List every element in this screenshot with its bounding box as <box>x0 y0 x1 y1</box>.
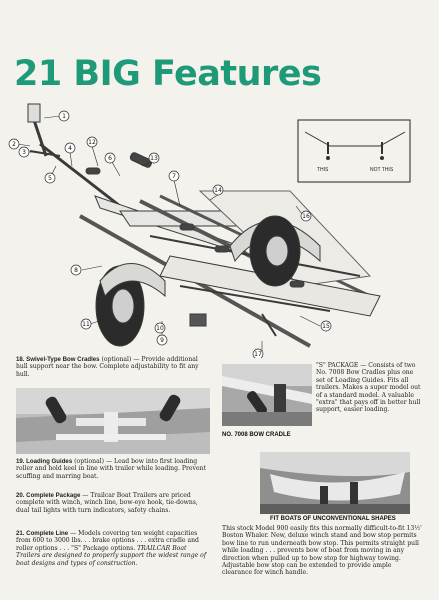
svg-text:16: 16 <box>302 213 310 220</box>
feature-18-text: (optional) — Provide additional hull support near the bow. Complete adjustability to fit any hull. <box>16 356 199 378</box>
callout-11 <box>81 319 91 329</box>
callout-12 <box>87 137 97 147</box>
feature-18 <box>16 356 210 378</box>
svg-text:5: 5 <box>48 175 52 182</box>
svg-text:15: 15 <box>322 323 330 330</box>
callout-3 <box>19 147 29 157</box>
svg-text:17: 17 <box>254 351 262 358</box>
page-title: 21 BIG Features <box>14 54 322 94</box>
svg-text:8: 8 <box>74 267 78 274</box>
svg-text:3: 3 <box>22 149 26 156</box>
svg-text:2: 2 <box>12 141 16 148</box>
feature-18-heading: 18. Swivel-Type Bow Cradles <box>16 356 100 363</box>
unconventional-caption: FIT BOATS OF UNCONVENTIONAL SHAPES <box>270 516 396 522</box>
s-package-text: "S" PACKAGE — Consists of two No. 7008 Bow Cradles plus one set of Loading Guides. Fits all trailers. Makes a super model out of a standard model. A valuable "extra" that pays off in better hull support, easier loading. <box>316 362 421 414</box>
feature-21-heading: 21. Complete Line <box>16 530 69 537</box>
s-package-photo <box>222 364 312 426</box>
callout-7 <box>169 171 179 181</box>
hull-fit-inset <box>298 120 410 182</box>
feature-19-heading: 19. Loading Guides <box>16 458 73 465</box>
svg-text:7: 7 <box>172 173 176 180</box>
svg-text:4: 4 <box>68 145 72 152</box>
feature-19 <box>16 458 210 480</box>
feature-19-text: (optional) — Lead bow into first loading roller and hold keel in line with trailer while loading. Prevent scuffing and marring boat. <box>16 458 206 480</box>
callout-10 <box>155 323 165 333</box>
feature-20-text: — Trailcar Boat Trailers are priced complete with winch, winch line, bow-eye hook, tie-downs, dual tail lights with turn indicators, safety chains. <box>16 492 198 514</box>
callout-2 <box>9 139 19 149</box>
svg-text:9: 9 <box>160 337 164 344</box>
stock-model-text: This stock Model 900 easily fits this normally difficult-to-fit 13½' Boston Whaler. New, deluxe winch stand and bow stop permits bow line to run underneath bow stop. This permits straight pull while loading . . . prevents bow of boat from moving in any direction when pulled up to bow stop for highway towing. Adjustable bow stop can be extended to provide ample clearance for winch handle. <box>222 525 422 577</box>
svg-text:12: 12 <box>88 139 96 146</box>
inset-label-not-this: NOT THIS <box>370 167 394 173</box>
boston-whaler-photo <box>260 452 410 514</box>
callout-9 <box>157 335 167 345</box>
svg-text:10: 10 <box>156 325 164 332</box>
callout-5 <box>45 173 55 183</box>
trailer-diagram <box>0 96 439 358</box>
feature-20 <box>16 492 210 514</box>
svg-text:1: 1 <box>62 113 66 120</box>
feature-21-text: — Models covering ten weight capacities from 600 to 3000 lbs. . . brake options . . . extra cradle and roller options . . . "S" Package options. <box>16 530 199 552</box>
svg-text:13: 13 <box>150 155 158 162</box>
svg-text:14: 14 <box>214 187 222 194</box>
svg-text:6: 6 <box>108 155 112 162</box>
callout-8 <box>71 265 81 275</box>
bow-cradle-caption: NO. 7008 BOW CRADLE <box>222 432 291 438</box>
feature-21-italic: TRAILCAR Boat Trailers are designed to properly support the widest range of boat designs and types of construction. <box>16 544 207 567</box>
callout-1 <box>59 111 69 121</box>
inset-label-this: THIS <box>317 167 329 173</box>
callout-17 <box>253 349 263 358</box>
callout-13 <box>149 153 159 163</box>
feature-21 <box>16 530 210 567</box>
feature-20-heading: 20. Complete Package <box>16 492 81 499</box>
callout-6 <box>105 153 115 163</box>
callout-4 <box>65 143 75 153</box>
svg-text:11: 11 <box>82 321 90 328</box>
callout-14 <box>213 185 223 195</box>
callout-15 <box>321 321 331 331</box>
bow-cradle-photo <box>16 388 210 454</box>
callout-16 <box>301 211 311 221</box>
